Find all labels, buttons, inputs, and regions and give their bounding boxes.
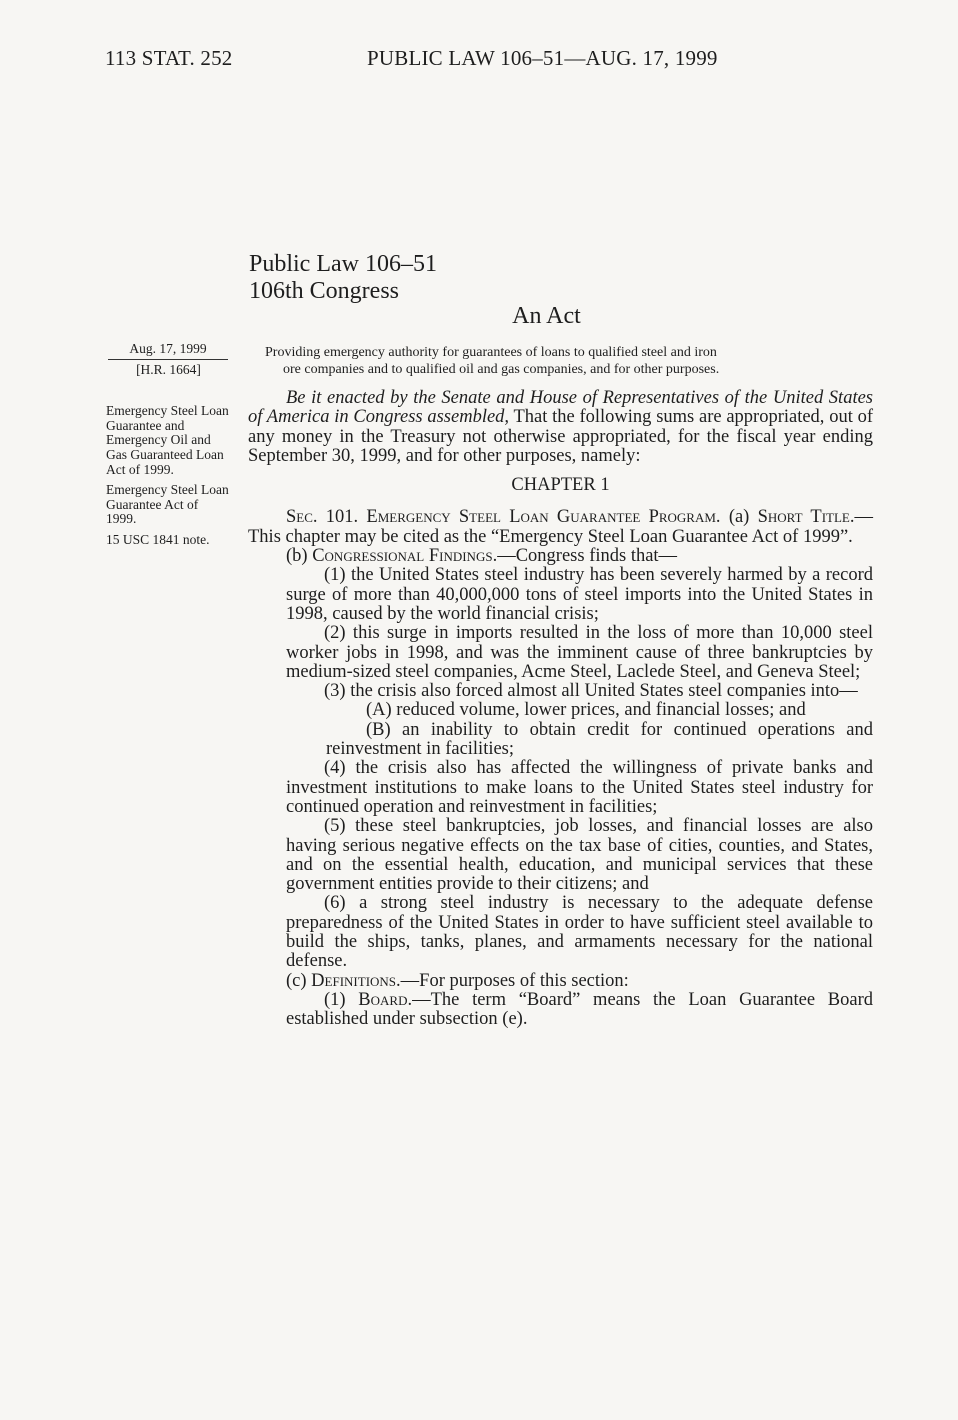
finding-2: (2) this surge in imports resulted in the loss of more than 10,000 steel worker jobs in 1998, and was the imminent cause of three bankruptcies by medium-sized steel companies, Acme Steel, Laclede Steel, and Geneva Steel; — [286, 623, 873, 682]
chapter-heading: CHAPTER 1 — [511, 475, 610, 496]
congress-number: 106th Congress — [249, 278, 399, 304]
subsection-c — [248, 972, 873, 991]
subsection-a-label: (a) — [720, 507, 758, 528]
subsection-a-text: —This chapter may be cited as the “Emergency Steel Loan Guarantee Act of 1999”. — [248, 507, 873, 547]
finding-4: (4) the crisis also has affected the willingness of private banks and investment institutions to make loans to the United States steel industry for continued operation and reinvestment in facilities; — [286, 758, 873, 817]
margin-notes — [106, 342, 231, 548]
subsection-b-label: (b) — [286, 546, 313, 567]
margin-date: Aug. 17, 1999 — [108, 342, 228, 360]
section-101-a — [248, 508, 873, 547]
title-block — [249, 251, 437, 305]
margin-note-short-title: Emergency Steel Loan Guarantee and Emergency Oil and Gas Guaranteed Loan Act of 1999. — [106, 403, 229, 477]
subsection-b-text: —Congress finds that— — [497, 546, 678, 567]
finding-3-b: (B) an inability to obtain credit for continued operations and reinvestment in facilities; — [326, 719, 873, 760]
act-purpose — [265, 344, 855, 378]
an-act-heading: An Act — [512, 303, 581, 329]
purpose-line-2: ore companies and to qualified oil and gas companies, and for other purposes. — [283, 362, 720, 377]
finding-5: (5) these steel bankruptcies, job losses, and financial losses are also having serious negative effects on the tax base of cities, counties, and States, and on the essential health, education, and municipal services that these government entities provide to their citizens; and — [286, 816, 873, 895]
finding-1: (1) the United States steel industry has been severely harmed by a record surge of more than 40,000,000 tons of steel imports into the United States in 1998, caused by the world financial crisis; — [286, 565, 873, 624]
margin-note-chapter-title: Emergency Steel Loan Guarantee Act of 1999. — [106, 482, 229, 527]
margin-bill-number: [H.R. 1664] — [136, 361, 201, 377]
finding-3: (3) the crisis also forced almost all United States steel companies into— — [324, 681, 858, 702]
subsection-a-heading: Short Title. — [757, 507, 855, 528]
section-heading: Sec. 101. Emergency Steel Loan Guarantee Program. — [286, 507, 721, 528]
definition-1-heading: Board. — [358, 989, 413, 1010]
subsection-c-label: (c) — [286, 970, 312, 991]
definition-board — [248, 991, 873, 1030]
public-law-number: Public Law 106–51 — [249, 251, 437, 277]
enacting-clause-italic: Be it enacted by the Senate and House of Representatives of the United States of America in Congress assembled, — [248, 388, 873, 428]
margin-note-usc: 15 USC 1841 note. — [106, 531, 210, 547]
purpose-line-1: Providing emergency authority for guarantees of loans to qualified steel and iron — [265, 345, 717, 360]
subsection-c-text: —For purposes of this section: — [400, 970, 629, 991]
finding-3-a: (A) reduced volume, lower prices, and financial losses; and — [366, 700, 806, 721]
subsection-b — [248, 547, 873, 566]
subsection-c-heading: Definitions. — [311, 970, 401, 991]
enacting-clause — [248, 389, 873, 466]
law-date-line: PUBLIC LAW 106–51—AUG. 17, 1999 — [367, 46, 718, 70]
enacting-clause-text: That the following sums are appropriated, out of any money in the Treasury not otherwise appropriated, for the fiscal year ending September 30, 1999, and for other purposes, namely: — [248, 407, 873, 466]
act-body — [248, 389, 873, 1030]
finding-6: (6) a strong steel industry is necessary to the adequate defense preparedness of the United States in order to have sufficient steel available to build the ships, tanks, planes, and armaments necessary for the national defense. — [286, 893, 873, 972]
definition-1-label: (1) — [324, 989, 359, 1010]
definition-1-text: —The term “Board” means the Loan Guarantee Board established under subsection (e). — [286, 989, 874, 1030]
subsection-b-heading: Congressional Findings. — [312, 546, 498, 567]
stat-page-number: 113 STAT. 252 — [105, 46, 233, 70]
